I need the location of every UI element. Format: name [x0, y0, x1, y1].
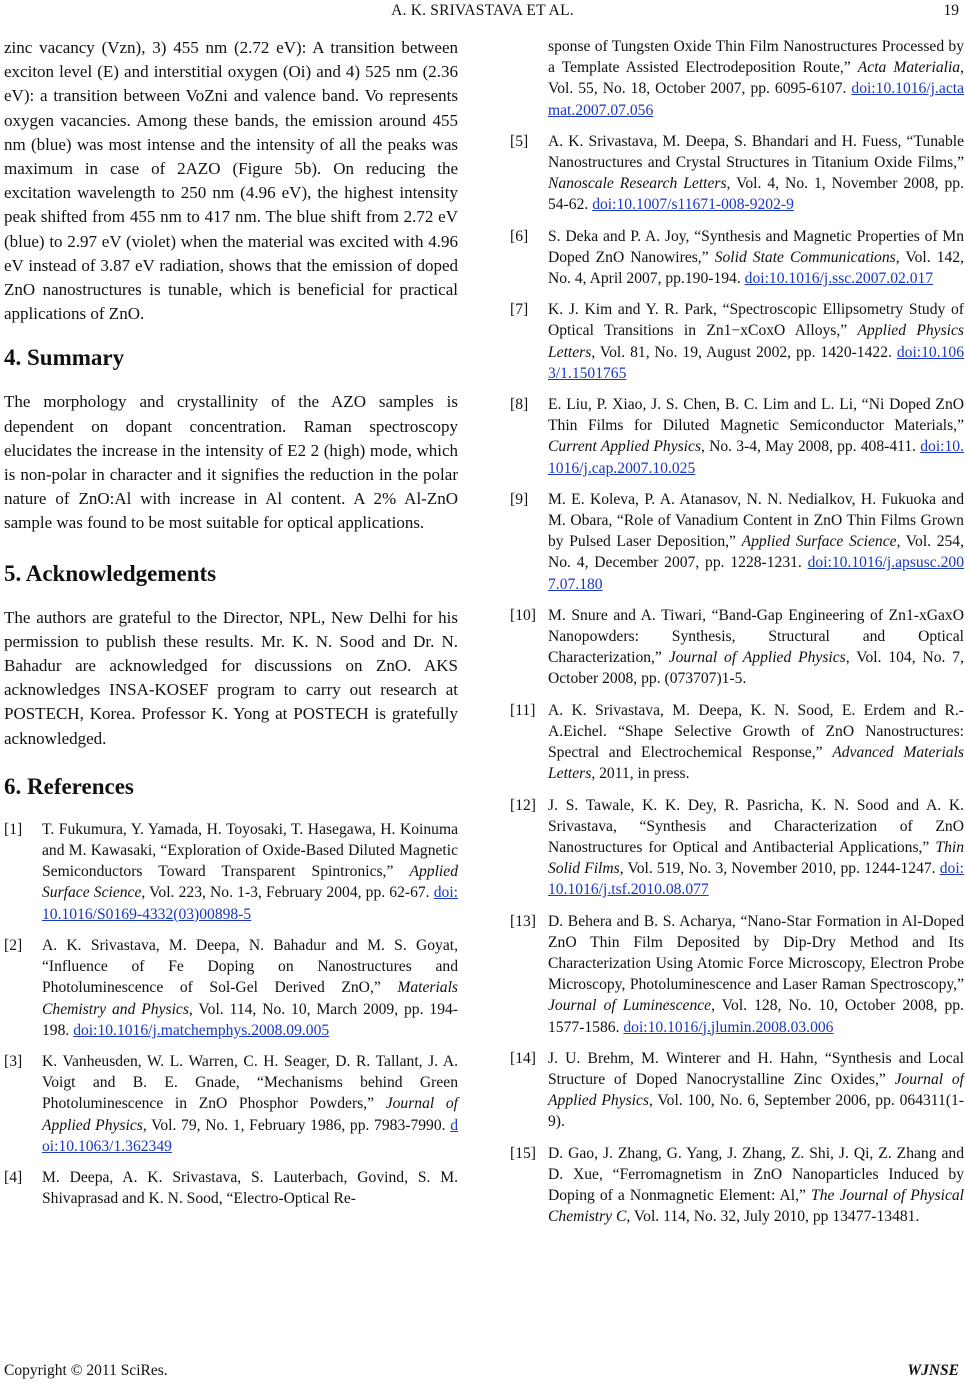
reference-journal: Applied Surface Science: [741, 533, 897, 551]
reference-authors: S. Deka and P. A. Joy,: [548, 227, 695, 245]
reference-title: “Ferromagnetism in ZnO Nanoparticles Induced by Doping of a Nonmagnetic Element: Al,”: [548, 1165, 964, 1204]
reference-item: [510, 605, 964, 690]
reference-item: [510, 394, 964, 479]
reference-volume: , Vol. 223, No. 1-3, February 2004, pp. 62-67.: [141, 884, 434, 902]
reference-doi-link[interactable]: doi:10.1016/j.cap.2007.10.025: [548, 438, 964, 477]
reference-authors: K. J. Kim and Y. R. Park,: [548, 301, 723, 319]
reference-journal: Advanced Materials Letters: [548, 744, 964, 783]
reference-number: [13]: [510, 912, 536, 930]
reference-authors: D. Behera and B. S. Acharya,: [548, 912, 741, 930]
reference-volume: , Vol. 104, No. 7, October 2008, pp. (073707)1-5.: [548, 649, 964, 688]
reference-volume: , Vol. 128, No. 10, October 2008, pp. 1577-1586.: [548, 997, 964, 1036]
reference-authors: D. Gao, J. Zhang, G. Yang, J. Zhang, Z. Shi, J. Qi, Z. Zhang and D. Xue,: [548, 1144, 964, 1183]
reference-journal: Journal of Applied Physics: [668, 649, 846, 667]
running-header: [0, 0, 965, 22]
reference-journal: Applied Surface Science: [42, 863, 458, 902]
journal-abbreviation: WJNSE: [907, 1362, 959, 1379]
reference-item: [510, 131, 964, 216]
reference-doi-link[interactable]: doi:10.1016/S0169-4332(03)00898-5: [42, 884, 458, 923]
reference-journal: Thin Solid Films: [548, 838, 964, 878]
reference-title: “Nano-Star Formation in Al-Doped ZnO Thin Film Deposited by Dip-Dry Method and Its Characterization Using Atomic Force Microscopy, Electron Probe Microscopy, Photoluminescence and Laser Raman Spectroscopy,”: [548, 912, 964, 994]
reference-item: [510, 1143, 964, 1228]
reference-title: “Shape Selective Growth of ZnO Nanostructures: Spectral and Electrochemical Response,”: [548, 722, 964, 762]
reference-title: “Synthesis and Characterization of ZnO Nanostructures for Optical and Antibacterial Applications,”: [548, 817, 964, 856]
page-footer: [0, 1362, 965, 1382]
reference-volume: , Vol. 4, No. 1, November 2008, pp. 54-62.: [548, 175, 964, 214]
reference-authors: J. S. Tawale, K. K. Dey, R. Pasricha, K. N. Sood and A. K. Srivastava,: [548, 796, 964, 835]
reference-volume: , Vol. 79, No. 1, February 1986, pp. 7983-7990.: [142, 1116, 451, 1134]
reference-volume: , Vol. 114, No. 32, July 2010, pp 13477-13481.: [626, 1208, 920, 1226]
reference-title: “Synthesis and Magnetic Properties of Mn Doped ZnO Nanowires,”: [548, 227, 964, 266]
reference-number: [1]: [4, 820, 23, 838]
reference-item: [4, 935, 458, 1041]
reference-item: [510, 299, 964, 384]
reference-item: [510, 795, 964, 901]
reference-number: [5]: [510, 132, 529, 150]
reference-authors: A. K. Srivastava, M. Deepa, S. Bhandari and H. Fuess,: [548, 132, 907, 150]
reference-authors: A. K. Srivastava, M. Deepa, N. Bahadur and M. S. Goyat,: [42, 936, 458, 954]
reference-item: [4, 819, 458, 925]
reference-journal: Acta Materialia: [857, 59, 961, 77]
reference-number: [14]: [510, 1049, 536, 1067]
reference-title: “Influence of Fe Doping on Nanostructures and Photoluminescence of Sol-Gel Derived ZnO,”: [42, 958, 458, 997]
reference-title: “Electro-Optical Re-: [226, 1190, 356, 1208]
reference-number: [11]: [510, 701, 536, 719]
reference-doi-link[interactable]: doi:10.1016/j.actamat.2007.07.056: [548, 80, 964, 119]
reference-doi-link[interactable]: doi:10.1016/j.ssc.2007.02.017: [744, 270, 934, 288]
reference-doi-link[interactable]: doi:10.1016/j.apsusc.2007.07.180: [548, 554, 964, 593]
reference-journal: Applied Physics Letters: [548, 322, 964, 361]
reference-doi-link[interactable]: doi:10.1063/1.1501765: [548, 343, 964, 382]
copyright-notice: Copyright © 2011 SciRes.: [4, 1362, 168, 1379]
reference-journal: Journal of Luminescence: [548, 997, 712, 1015]
reference-item: [4, 1051, 458, 1157]
acknowledgements-paragraph: The authors are grateful to the Director, NPL, New Delhi for his permission to publish these results. Mr. K. N. Sood and Dr. N. Bahadur are acknowledged for discussions on ZnO. AKS acknowledges INSA-KOSEF program to carry out research at POSTECH, Korea. Professor K. Yong at POSTECH is gratefully acknowledged.: [4, 607, 458, 748]
reference-doi-link[interactable]: doi:10.1016/j.tsf.2010.08.077: [548, 860, 964, 899]
reference-journal: Solid State Communications: [714, 248, 896, 266]
reference-number: [9]: [510, 490, 529, 508]
reference-title: “Band-Gap Engineering of Zn1-xGaxO Nanopowders: Synthesis, Structural and Optical Characterization,”: [548, 606, 964, 667]
reference-journal: Nanoscale Research Letters: [548, 175, 727, 193]
reference-authors: T. Fukumura, Y. Yamada, H. Toyosaki, T. Hasegawa, H. Koinuma and M. Kawasaki,: [42, 820, 458, 860]
reference-authors: A. K. Srivastava, M. Deepa, K. N. Sood, E. Erdem and R.-A.Eichel.: [548, 701, 964, 740]
reference-title: “Ni Doped ZnO Thin Films for Diluted Magnetic Semiconductor Materials,”: [548, 396, 965, 435]
reference-journal: The Journal of Physical Chemistry C: [548, 1186, 964, 1226]
reference-item: [510, 489, 964, 595]
summary-paragraph: The morphology and crystallinity of the AZO samples is dependent on dopant concentration. Raman spectroscopy elucidates the increase in the intensity of E2 2 (high) mode, which is non-polar in character and it signifies the reduction in the polar nature of ZnO:Al with increase in Al content. A 2% Al-ZnO sample was found to be most suitable for optical applications.: [4, 392, 458, 533]
reference-volume: , Vol. 81, No. 19, August 2002, pp. 1420-1422.: [591, 343, 897, 361]
body-paragraph-results: zinc vacancy (Vzn), 3) 455 nm (2.72 eV): A transition between exciton level (E) and interstitial oxygen (Oi) and 4) 525 nm (2.36 eV): a transition between VoZni and valence band. Vo represents oxygen vacancies. Among these bands, the emission around 455 nm (blue) was most intense and the intensity of all the peaks was maximum in case of 2AZO (Figure 5b). On reducing the excitation wavelength to 250 nm (4.96 eV), the highest intensity peak shifted from 455 nm to 417 nm. The blue shift from 2.72 eV (blue) to 2.97 eV (violet) when the material was excited with 4.96 eV instead of 3.87 eV radiation, shows that the emission of doped ZnO nanostructures is tunable, which is beneficial for practical applications of ZnO.: [4, 38, 458, 324]
reference-volume: , Vol. 142, No. 4, April 2007, pp.190-194.: [548, 248, 964, 288]
left-column: [4, 36, 458, 1219]
reference-volume: , Vol. 254, No. 4, December 2007, pp. 1228-1231.: [548, 533, 964, 572]
reference-doi-link[interactable]: doi:10.1007/s11671-008-9202-9: [592, 196, 794, 214]
reference-title: “Spectroscopic Ellipsometry Study of Optical Transitions in Zn1−xCoxO Alloys,”: [548, 301, 964, 340]
references-list-left: [4, 819, 458, 1209]
reference-doi-link[interactable]: doi:10.1016/j.jlumin.2008.03.006: [623, 1018, 834, 1036]
reference-doi-link[interactable]: doi:10.1063/1.362349: [42, 1116, 458, 1155]
reference-volume: , Vol. 100, No. 6, September 2006, pp. 064311(1-9).: [548, 1092, 965, 1131]
running-title: A. K. SRIVASTAVA ET AL.: [391, 2, 574, 19]
reference-number: [10]: [510, 606, 536, 624]
reference-title: “Mechanisms behind Green Photoluminescence in ZnO Phosphor Powders,”: [42, 1074, 459, 1113]
summary-heading: 4. Summary: [4, 345, 125, 371]
reference-doi-link[interactable]: doi:10.1016/j.matchemphys.2008.09.005: [73, 1021, 330, 1039]
reference-volume: , Vol. 519, No. 3, November 2010, pp. 1244-1247.: [619, 860, 940, 878]
reference-number: [7]: [510, 301, 529, 319]
reference-number: [15]: [510, 1144, 536, 1162]
reference-journal: Current Applied Physics: [548, 438, 702, 456]
reference-item: [4, 1167, 458, 1209]
page-number: 19: [943, 2, 959, 19]
reference-number: [4]: [4, 1168, 23, 1186]
references-heading: 6. References: [4, 773, 134, 799]
reference-authors: M. E. Koleva, P. A. Atanasov, N. N. Nedialkov, H. Fukuoka and M. Obara,: [548, 490, 964, 530]
reference-continued-text: sponse of Tungsten Oxide Thin Film Nanostructures Processed by a Template Assisted Electrodeposition Route,”: [548, 38, 964, 77]
reference-item: [510, 1048, 964, 1133]
reference-title: “Exploration of Oxide-Based Diluted Magnetic Semiconductors Toward Transparent Spintronics,”: [42, 842, 458, 881]
reference-number: [2]: [4, 936, 23, 954]
reference-authors: J. U. Brehm, M. Winterer and H. Hahn,: [548, 1049, 825, 1067]
reference-volume: , 2011, in press.: [591, 765, 690, 783]
references-list-right: [510, 131, 964, 1228]
reference-authors: M. Deepa, A. K. Srivastava, S. Lauterbach, Govind, S. M. Shivaprasad and K. N. Sood,: [42, 1168, 458, 1208]
reference-journal: Journal of Applied Physics: [42, 1095, 458, 1134]
reference-volume: , No. 3-4, May 2008, pp. 408-411.: [701, 438, 921, 456]
reference-title: “Tunable Nanostructures and Crystal Structures in Titanium Oxide Films,”: [548, 132, 964, 172]
reference-item: [510, 911, 964, 1038]
reference-number: [12]: [510, 796, 536, 814]
reference-number: [6]: [510, 227, 529, 245]
right-column: [510, 36, 964, 1237]
reference-journal: Journal of Applied Physics: [548, 1070, 964, 1110]
reference-item: [510, 226, 964, 290]
reference-volume: , Vol. 114, No. 10, March 2009, pp. 194-198.: [42, 1000, 458, 1039]
reference-item: [510, 700, 964, 785]
reference-volume: , Vol. 55, No. 18, October 2007, pp. 6095-6107.: [548, 59, 964, 98]
reference-title: “Role of Vanadium Content in ZnO Thin Films Grown by Pulsed Laser Deposition,”: [548, 512, 964, 551]
reference-title: “Synthesis and Local Structure of Doped Nanocrystalline Zinc Oxides,”: [548, 1049, 964, 1088]
reference-continuation: [510, 36, 964, 121]
reference-number: [8]: [510, 396, 529, 414]
reference-authors: M. Snure and A. Tiwari,: [548, 606, 712, 624]
reference-authors: E. Liu, P. Xiao, J. S. Chen, B. C. Lim and L. Li,: [548, 396, 862, 414]
reference-authors: K. Vanheusden, W. L. Warren, C. H. Seager, D. R. Tallant, J. A. Voigt and B. E. Gnade,: [42, 1052, 458, 1092]
reference-number: [3]: [4, 1052, 23, 1070]
acknowledgements-heading: 5. Acknowledgements: [4, 560, 217, 586]
reference-journal: Materials Chemistry and Physics: [42, 979, 458, 1018]
